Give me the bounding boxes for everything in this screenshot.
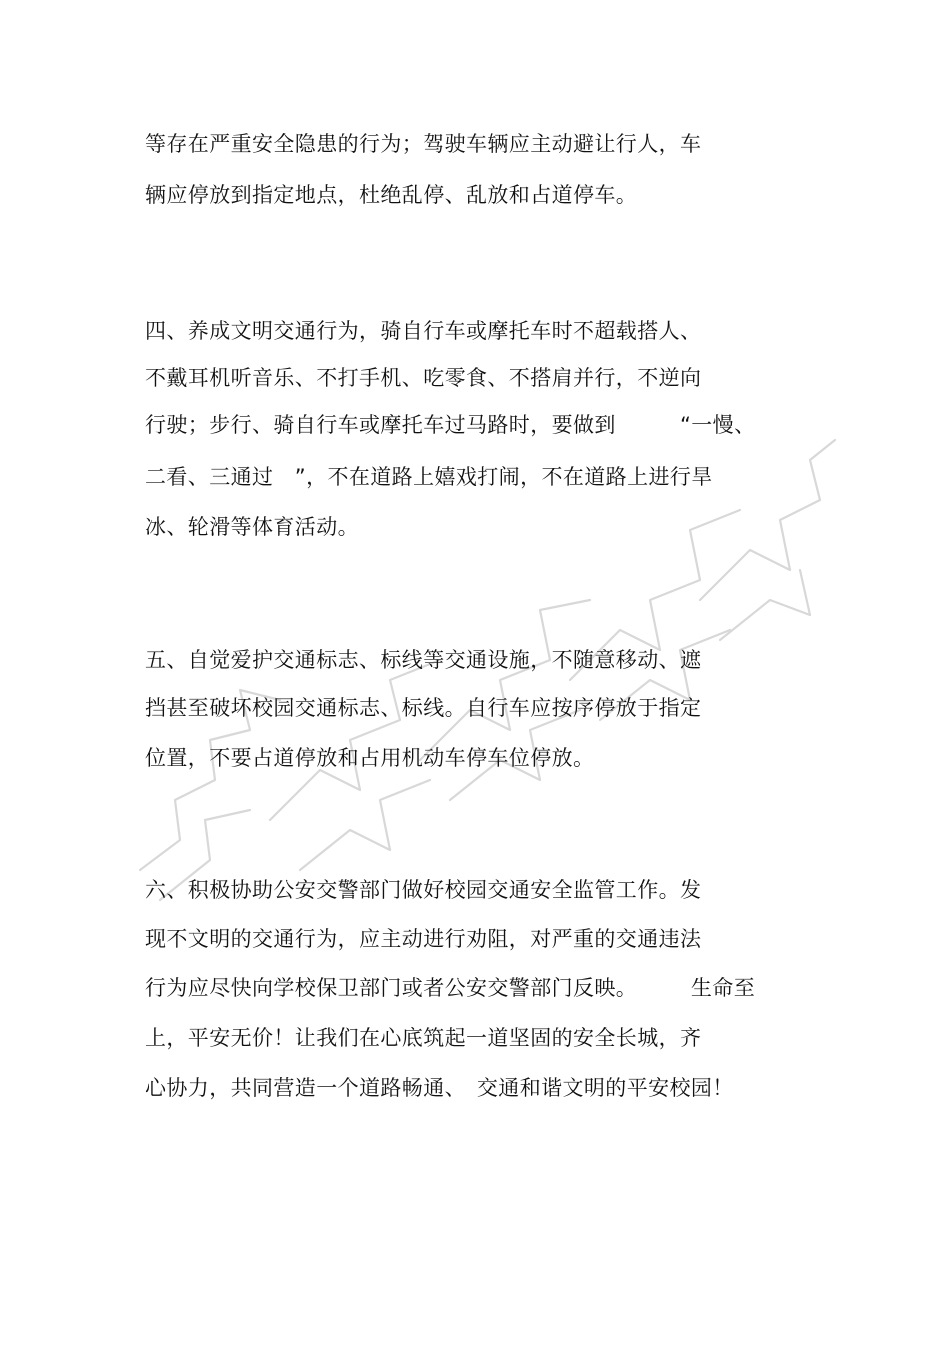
- paragraph-6-line: 六、积极协助公安交警部门做好校园交通安全监管工作。发: [145, 878, 702, 902]
- paragraph-4-line: 二看、三通过 ”，不在道路上嬉戏打闹，不在道路上进行旱: [145, 465, 713, 489]
- paragraph-4-line: 不戴耳机听音乐、不打手机、吃零食、不搭肩并行，不逆向: [145, 366, 702, 390]
- paragraph-6-line: 心协力，共同营造一个道路畅通、 交通和谐文明的平安校园！: [145, 1076, 734, 1100]
- text-line: 辆应停放到指定地点，杜绝乱停、乱放和占道停车。: [145, 183, 638, 207]
- paragraph-6-line: 上，平安无价！让我们在心底筑起一道坚固的安全长城，齐: [145, 1026, 702, 1050]
- paragraph-6-line: 行为应尽快向学校保卫部门或者公安交警部门反映。 生命至: [145, 976, 756, 1000]
- paragraph-4-line: 四、养成文明交通行为，骑自行车或摩托车时不超载搭人、: [145, 319, 702, 343]
- paragraph-4-line: 冰、轮滑等体育活动。: [145, 515, 359, 539]
- paragraph-5-line: 五、自觉爱护交通标志、标线等交通设施，不随意移动、遮: [145, 648, 702, 672]
- paragraph-6-line: 现不文明的交通行为，应主动进行劝阻，对严重的交通违法: [145, 927, 702, 951]
- paragraph-5-line: 位置，不要占道停放和占用机动车停车位停放。: [145, 746, 595, 770]
- paragraph-5-line: 挡甚至破坏校园交通标志、标线。自行车应按序停放于指定: [145, 696, 702, 720]
- text-line: 等存在严重安全隐患的行为；驾驶车辆应主动避让行人，车: [145, 132, 702, 156]
- paragraph-4-line: 行驶；步行、骑自行车或摩托车过马路时，要做到 “一慢、: [145, 413, 756, 437]
